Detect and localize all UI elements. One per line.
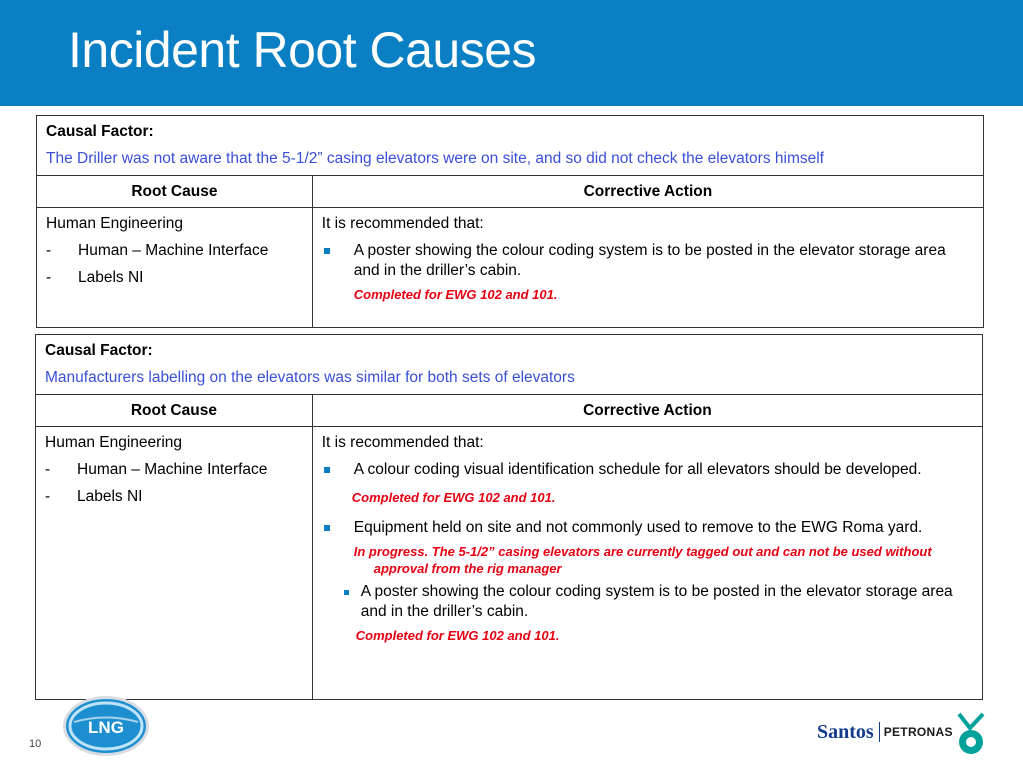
action-status-note: Completed for EWG 102 and 101. [353,287,558,302]
root-cause-item-text: Human – Machine Interface [77,461,268,478]
causal-factor-cell [37,116,984,176]
causal-factor-text: The Driller was not aware that the 5-1/2” casing elevators were on site, and so did not check the elevators himself [46,150,824,167]
santos-logo: Santos [817,720,874,743]
petronas-emblem-icon [956,712,986,756]
dash-bullet: - [45,488,51,505]
causal-factor-cell [36,335,983,395]
root-cause-main: Human Engineering [46,215,184,232]
action-status-note: Completed for EWG 102 and 101. [351,490,556,505]
action-bullet-text: A colour coding visual identification schedule for all elevators should be developed. [353,461,922,478]
root-cause-header: Root Cause [37,176,313,208]
lng-logo-text: LNG [88,718,124,737]
square-bullet-icon [324,248,330,254]
corrective-action-header: Corrective Action [312,395,982,427]
root-cause-main: Human Engineering [45,434,183,451]
action-intro: It is recommended that: [321,215,484,232]
root-cause-header: Root Cause [36,395,313,427]
root-cause-cell [36,427,313,700]
root-cause-item [45,460,303,480]
dash-bullet: - [46,269,52,286]
corrective-action-cell [312,208,983,328]
corrective-action-cell [312,427,982,700]
page-number: 10 [29,738,42,750]
action-status-note: Completed for EWG 102 and 101. [355,628,560,643]
action-bullet [322,460,973,480]
root-cause-item [46,268,303,288]
slide-title: Incident Root Causes [68,22,537,78]
petronas-logo: PETRONAS [883,725,953,739]
square-bullet-icon [324,525,330,531]
logo-separator [879,722,880,742]
action-bullet-text: A poster showing the colour coding system is to be posted in the elevator storage area and in the driller’s cabin. [353,242,946,279]
action-sub-bullet [342,582,973,622]
square-bullet-icon [324,467,330,473]
causal-factor-label: Causal Factor: [45,342,153,359]
root-cause-cell [37,208,313,328]
partner-logos [817,708,986,756]
dash-bullet: - [46,242,52,259]
root-cause-item-text: Labels NI [77,488,143,505]
action-bullet-text: Equipment held on site and not commonly used to remove to the EWG Roma yard. [353,519,923,536]
dash-bullet: - [45,461,51,478]
causal-factor-label: Causal Factor: [46,123,154,140]
causal-table-2 [35,334,983,700]
action-intro: It is recommended that: [321,434,484,451]
causal-table-1 [36,115,984,328]
root-cause-item-text: Human – Machine Interface [78,242,269,259]
square-bullet-icon [344,590,349,595]
action-bullet [322,241,974,303]
action-bullet [322,518,973,577]
root-cause-item [46,241,303,261]
action-status-note: In progress. The 5-1/2” casing elevators are currently tagged out and can not be used without approval from the rig manager [353,544,932,576]
root-cause-item-text: Labels NI [78,269,144,286]
corrective-action-header: Corrective Action [312,176,983,208]
root-cause-item [45,487,303,507]
lng-logo [62,695,152,762]
action-bullet-text: A poster showing the colour coding system is to be posted in the elevator storage area and in the driller’s cabin. [360,583,953,620]
causal-factor-text: Manufacturers labelling on the elevators was similar for both sets of elevators [45,369,575,386]
